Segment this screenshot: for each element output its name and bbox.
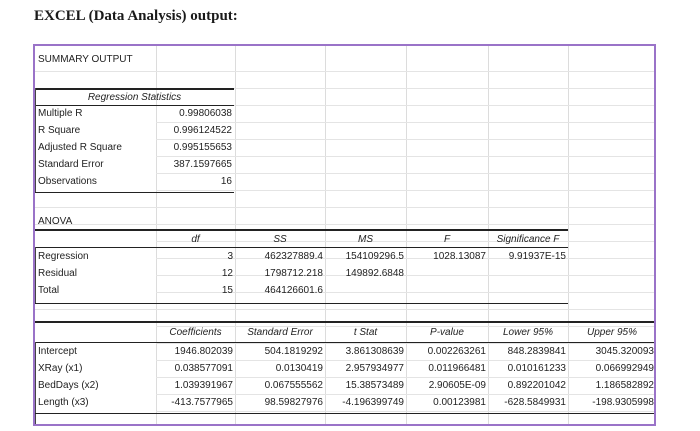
stat-value: 0.996124522 bbox=[173, 125, 232, 136]
lower-95-value: -628.5849931 bbox=[504, 397, 566, 408]
stat-label: Observations bbox=[38, 176, 97, 187]
upper-95-value: -198.9305998 bbox=[592, 397, 654, 408]
anova-ss: 462327889.4 bbox=[264, 251, 323, 262]
top-border bbox=[35, 229, 568, 231]
coef-header: Standard Error bbox=[247, 327, 313, 338]
coef-value: -413.7577965 bbox=[171, 397, 233, 408]
p-value: 0.00123981 bbox=[433, 397, 486, 408]
stat-label: Standard Error bbox=[38, 159, 104, 170]
header-border bbox=[35, 105, 234, 106]
stat-label: Multiple R bbox=[38, 108, 83, 119]
regression-statistics-heading: Regression Statistics bbox=[87, 92, 182, 103]
left-border bbox=[35, 88, 36, 193]
coef-header: t Stat bbox=[353, 327, 378, 338]
spreadsheet bbox=[33, 44, 656, 426]
p-value: 2.90605E-09 bbox=[428, 380, 486, 391]
anova-df: 3 bbox=[227, 251, 233, 262]
anova-header: SS bbox=[273, 234, 287, 245]
anova-header: MS bbox=[358, 234, 373, 245]
anova-ms: 154109296.5 bbox=[345, 251, 404, 262]
coef-row-label: BedDays (x2) bbox=[38, 380, 99, 391]
stat-value: 0.99806038 bbox=[179, 108, 232, 119]
page-title: EXCEL (Data Analysis) output: bbox=[34, 8, 238, 24]
bottom-border bbox=[35, 413, 656, 414]
grid-row bbox=[35, 71, 654, 72]
coef-header: P-value bbox=[430, 327, 464, 338]
coef-header: Upper 95% bbox=[586, 327, 638, 338]
coef-header: Coefficients bbox=[169, 327, 222, 338]
standard-error-value: 504.1819292 bbox=[264, 346, 323, 357]
coef-value: 1946.802039 bbox=[174, 346, 233, 357]
anova-row-label: Residual bbox=[38, 268, 77, 279]
anova-df: 12 bbox=[221, 268, 233, 279]
bottom-border bbox=[35, 192, 234, 193]
coef-row-label: XRay (x1) bbox=[38, 363, 83, 374]
header-border bbox=[35, 342, 656, 343]
anova-row-label: Regression bbox=[38, 251, 89, 262]
anova-ss: 464126601.6 bbox=[264, 285, 323, 296]
anova-header: df bbox=[191, 234, 200, 245]
upper-95-value: 1.186582892 bbox=[595, 380, 654, 391]
stat-label: Adjusted R Square bbox=[38, 142, 122, 153]
grid-row bbox=[35, 207, 654, 208]
top-border bbox=[35, 88, 234, 90]
stat-value: 387.1597665 bbox=[173, 159, 232, 170]
anova-header: F bbox=[443, 234, 451, 245]
stat-value: 0.995155653 bbox=[173, 142, 232, 153]
left-border bbox=[35, 247, 36, 304]
t-stat-value: -4.196399749 bbox=[342, 397, 404, 408]
upper-95-value: 0.066992949 bbox=[595, 363, 654, 374]
top-border bbox=[35, 321, 656, 323]
coef-value: 0.038577091 bbox=[174, 363, 233, 374]
lower-95-value: 0.010161233 bbox=[507, 363, 566, 374]
t-stat-value: 2.957934977 bbox=[345, 363, 404, 374]
standard-error-value: 98.59827976 bbox=[264, 397, 323, 408]
bottom-border bbox=[35, 303, 568, 304]
p-value: 0.002263261 bbox=[427, 346, 486, 357]
anova-f: 1028.13087 bbox=[433, 251, 486, 262]
t-stat-value: 15.38573489 bbox=[345, 380, 404, 391]
upper-95-value: 3045.320093 bbox=[595, 346, 654, 357]
anova-label: ANOVA bbox=[38, 216, 73, 227]
anova-ss: 1798712.218 bbox=[264, 268, 323, 279]
anova-ms: 149892.6848 bbox=[345, 268, 404, 279]
anova-sigf: 9.91937E-15 bbox=[508, 251, 566, 262]
grid-row bbox=[35, 309, 654, 310]
grid-row bbox=[35, 224, 654, 225]
stat-label: R Square bbox=[38, 125, 81, 136]
coef-row-label: Intercept bbox=[38, 346, 77, 357]
lower-95-value: 0.892201042 bbox=[507, 380, 566, 391]
p-value: 0.011966481 bbox=[428, 363, 486, 374]
summary-output-label: SUMMARY OUTPUT bbox=[38, 54, 133, 65]
anova-df: 15 bbox=[221, 285, 233, 296]
lower-95-value: 848.2839841 bbox=[507, 346, 566, 357]
anova-header: Significance F bbox=[496, 234, 560, 245]
standard-error-value: 0.0130419 bbox=[275, 363, 323, 374]
standard-error-value: 0.067555562 bbox=[264, 380, 323, 391]
coef-value: 1.039391967 bbox=[174, 380, 233, 391]
coef-header: Lower 95% bbox=[502, 327, 554, 338]
coef-row-label: Length (x3) bbox=[38, 397, 89, 408]
t-stat-value: 3.861308639 bbox=[345, 346, 404, 357]
header-border bbox=[35, 247, 568, 248]
anova-row-label: Total bbox=[38, 285, 60, 296]
stat-value: 16 bbox=[220, 176, 232, 187]
